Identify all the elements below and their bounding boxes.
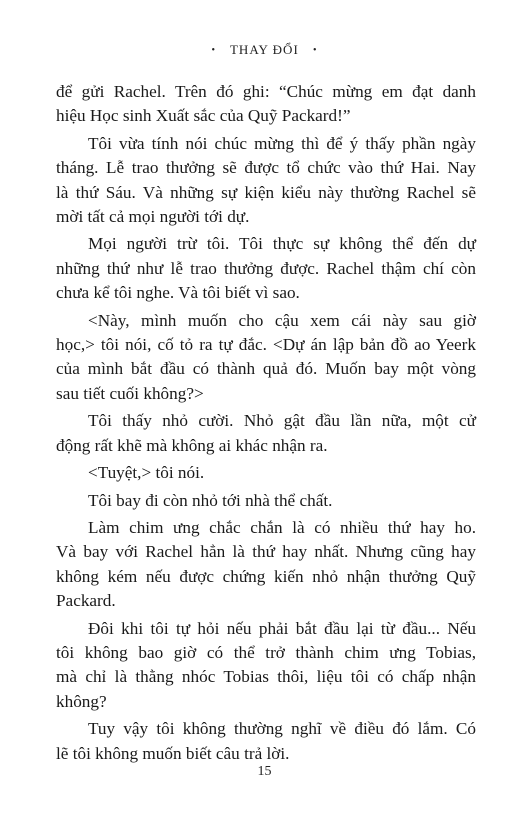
text-line: hiệu Học sinh Xuất sắc của Quỹ Packard!” <box>56 106 351 126</box>
text-line: tháng. Lễ trao thưởng sẽ được tổ chức vào thứ Hai. Nay <box>56 158 476 178</box>
text-line: sau tiết cuối không?> <box>56 383 204 403</box>
text-line: những thứ như lễ trao thưởng được. Rachel thậm chí còn <box>56 258 476 278</box>
header-bullet-right: • <box>313 45 318 56</box>
text-line: <Này, mình muốn cho cậu xem cái này sau giờ <box>88 310 476 330</box>
text-line: để gửi Rachel. Trên đó ghi: “Chúc mừng em đạt danh <box>56 82 476 101</box>
text-line: chưa kể tôi nghe. Và tôi biết vì sao. <box>56 283 300 303</box>
paragraph <box>56 617 476 715</box>
text-line: Tuy vậy tôi không thường nghĩ về điều đó lắm. Có <box>88 719 476 739</box>
text-line: mà chỉ là thằng nhóc Tobias thôi, liệu tôi có chấp nhận <box>56 667 476 687</box>
text-line: là thứ Sáu. Và những sự kiện kiểu này thường Rachel sẽ <box>56 182 476 202</box>
text-line: động rất khẽ mà không ai khác nhận ra. <box>56 435 328 455</box>
text-line: mời tất cả mọi người tới dự. <box>56 207 250 227</box>
paragraph <box>56 132 476 230</box>
header-title: THAY ĐỔI <box>229 42 299 57</box>
text-line: Đôi khi tôi tự hỏi nếu phải bắt đầu lại từ đầu... Nếu <box>88 618 476 638</box>
text-line: Mọi người trừ tôi. Tôi thực sự không thể đến dự <box>88 234 476 254</box>
text-line: Packard. <box>56 591 116 611</box>
text-line: của mình bắt đầu có thành quả đó. Muốn bay một vòng <box>56 359 476 379</box>
paragraph <box>56 489 476 513</box>
paragraph <box>56 309 476 407</box>
text-line: <Tuyệt,> tôi nói. <box>88 463 205 483</box>
header-bullet-left: • <box>211 45 216 56</box>
paragraph <box>56 409 476 458</box>
body-text <box>56 80 476 766</box>
paragraph <box>56 516 476 614</box>
text-line: Tôi vừa tính nói chúc mừng thì để ý thấy phần ngày <box>88 133 476 153</box>
text-line: không? <box>56 691 107 711</box>
text-line: không kém nếu được chứng kiến nhỏ nhận thưởng Quỹ <box>56 566 476 586</box>
text-line: lẽ tôi không muốn biết câu trả lời. <box>56 743 290 763</box>
text-line: Tôi thấy nhỏ cười. Nhỏ gật đầu lần nữa, một cử <box>88 411 476 431</box>
running-header <box>0 42 529 58</box>
page-number: 15 <box>257 764 272 779</box>
paragraph <box>56 232 476 305</box>
text-line: Và bay với Rachel hẳn là thứ hay nhất. Nhưng cũng hay <box>56 542 476 562</box>
paragraph <box>56 80 476 129</box>
text-line: tôi không bao giờ có thể trở thành chim ưng Tobias, <box>56 642 476 662</box>
text-line: Tôi bay đi còn nhỏ tới nhà thể chất. <box>88 490 333 510</box>
text-line: học,> tôi nói, cố tỏ ra tự đắc. <Dự án lập bản đồ ao Yeerk <box>56 335 476 355</box>
text-line: Làm chim ưng chắc chắn là có nhiều thứ hay ho. <box>88 517 476 537</box>
paragraph <box>56 717 476 766</box>
paragraph <box>56 461 476 485</box>
